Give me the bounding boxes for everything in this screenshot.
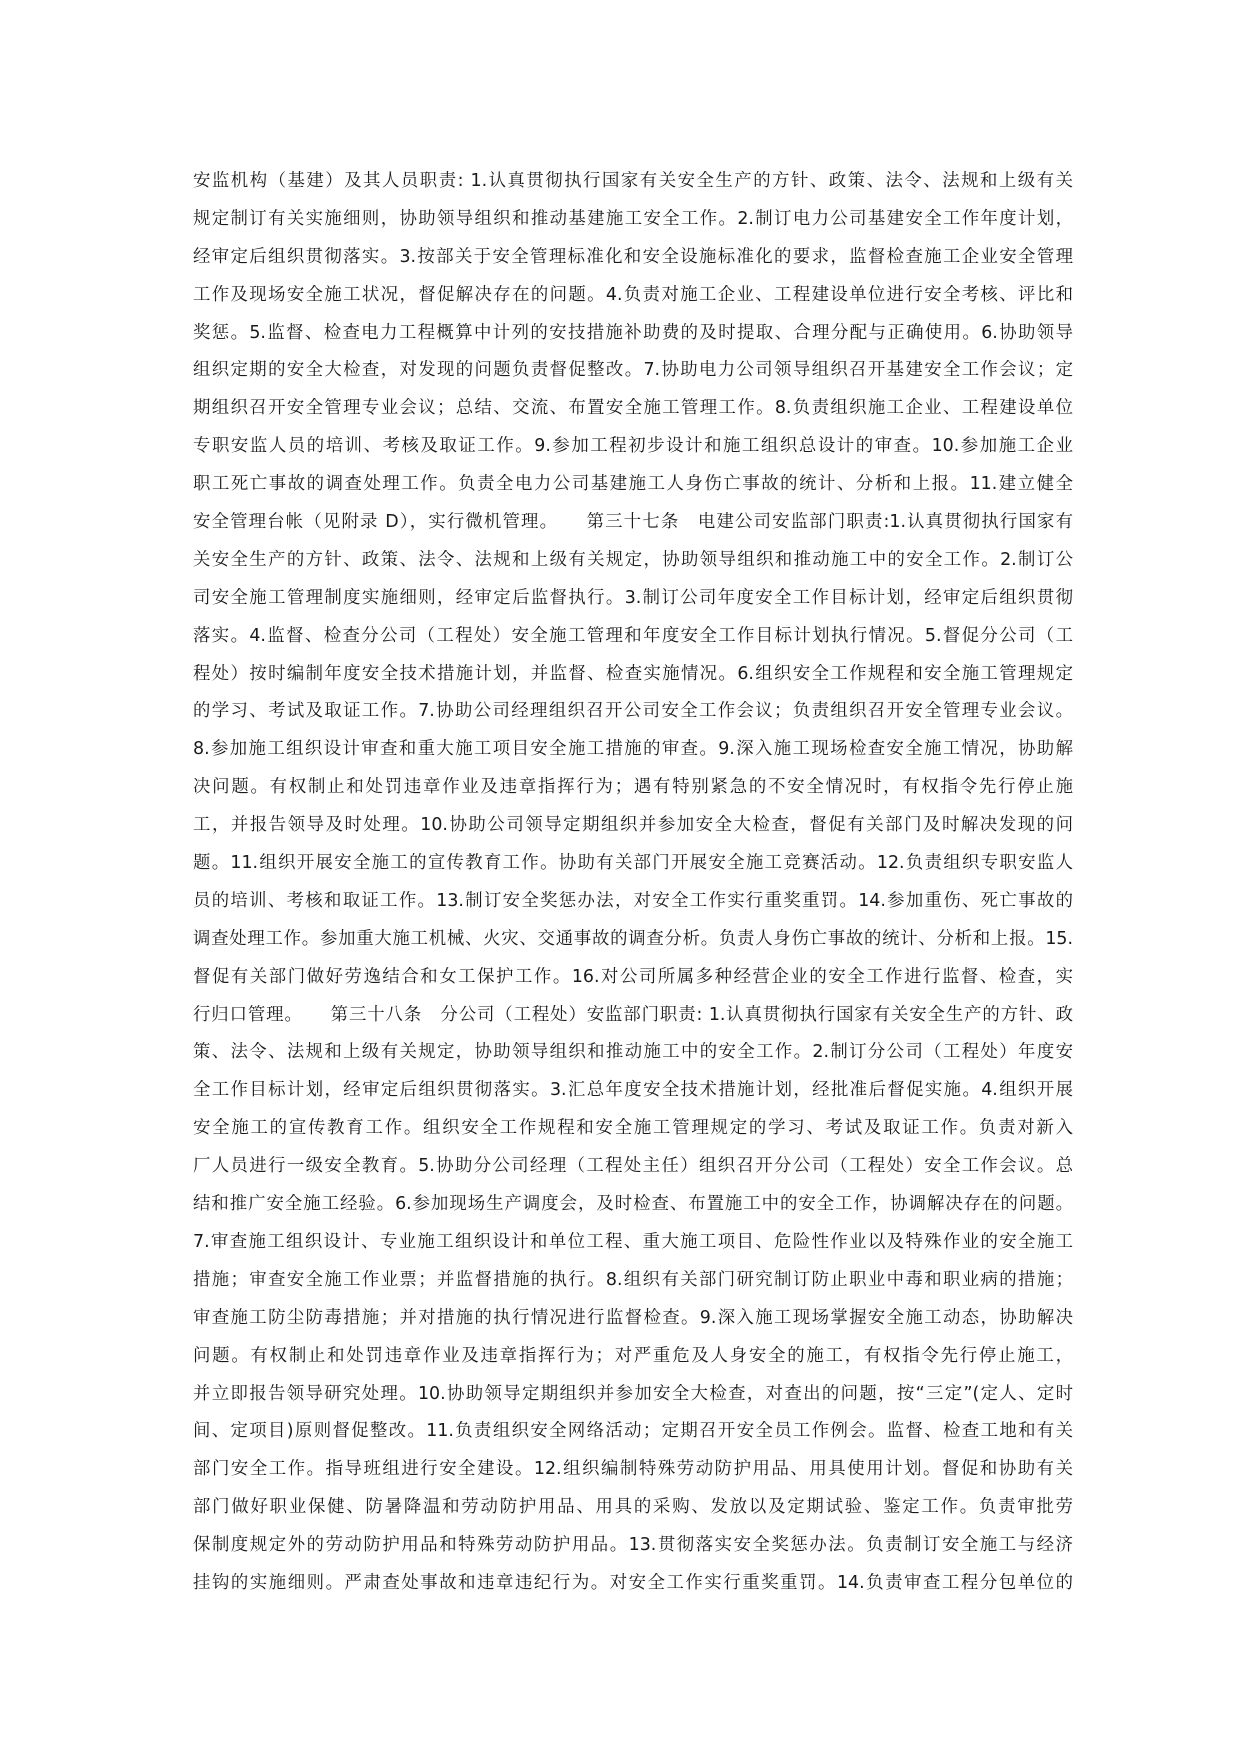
text-line: 职工死亡事故的调查处理工作。负责全电力公司基建施工人身伤亡事故的统计、分析和上报。11.建立健全: [193, 474, 1073, 495]
text-line: 程处）按时编制年度安全技术措施计划，并监督、检查实施情况。6.组织安全工作规程和安全施工管理规定: [193, 663, 1073, 684]
text-line: 策、法令、法规和上级有关规定，协助领导组织和推动施工中的安全工作。2.制订分公司（工程处）年度安: [193, 1042, 1073, 1063]
text-line: 组织定期的安全大检查，对发现的问题负责督促整改。7.协助电力公司领导组织召开基建安全工作会议；定: [193, 360, 1073, 381]
text-line: 保制度规定外的劳动防护用品和特殊劳动防护用品。13.贯彻落实安全奖惩办法。负责制订安全施工与经济: [193, 1535, 1073, 1556]
text-line: 安监机构（基建）及其人员职责: 1.认真贯彻执行国家有关安全生产的方针、政策、法令、法规和上级有关: [193, 171, 1073, 191]
text-line: 规定制订有关实施细则，协助领导组织和推动基建施工安全工作。2.制订电力公司基建安全工作年度计划，: [193, 208, 1073, 229]
text-line: 工作及现场安全施工状况，督促解决存在的问题。4.负责对施工企业、工程建设单位进行安全考核、评比和: [193, 284, 1073, 305]
text-line: 措施；审查安全施工作业票；并监督措施的执行。8.组织有关部门研究制订防止职业中毒和职业病的措施；: [193, 1269, 1073, 1290]
text-line: 安全施工的宣传教育工作。组织安全工作规程和安全施工管理规定的学习、考试及取证工作。负责对新入: [193, 1118, 1073, 1139]
text-line: 安全管理台帐（见附录 D），实行微机管理。 第三十七条 电建公司安监部门职责:1.认真贯彻执行国家有: [193, 512, 1073, 533]
text-line: 7.审查施工组织设计、专业施工组织设计和单位工程、重大施工项目、危险性作业以及特殊作业的安全施工: [193, 1231, 1073, 1252]
text-line: 督促有关部门做好劳逸结合和女工保护工作。16.对公司所属多种经营企业的安全工作进行监督、检查，实: [193, 966, 1073, 987]
text-line: 调查处理工作。参加重大施工机械、火灾、交通事故的调查分析。负责人身伤亡事故的统计、分析和上报。15.: [193, 928, 1073, 949]
text-line: 题。11.组织开展安全施工的宣传教育工作。协助有关部门开展安全施工竞赛活动。12.负责组织专职安监人: [193, 853, 1073, 874]
text-line: 结和推广安全施工经验。6.参加现场生产调度会，及时检查、布置施工中的安全工作，协调解决存在的问题。: [193, 1194, 1073, 1215]
text-line: 行归口管理。 第三十八条 分公司（工程处）安监部门职责: 1.认真贯彻执行国家有关安全生产的方针、政: [193, 1004, 1073, 1025]
text-line: 问题。有权制止和处罚违章作业及违章指挥行为；对严重危及人身安全的施工，有权指令先行停止施工，: [193, 1345, 1073, 1366]
text-line: 期组织召开安全管理专业会议；总结、交流、布置安全施工管理工作。8.负责组织施工企业、工程建设单位: [193, 398, 1073, 419]
text-line: 部门安全工作。指导班组进行安全建设。12.组织编制特殊劳动防护用品、用具使用计划。督促和协助有关: [193, 1459, 1073, 1480]
text-line: 员的培训、考核和取证工作。13.制订安全奖惩办法，对安全工作实行重奖重罚。14.参加重伤、死亡事故的: [193, 890, 1073, 911]
text-line: 并立即报告领导研究处理。10.协助领导定期组织并参加安全大检查，对查出的问题，按“三定”(定人、定时: [193, 1383, 1073, 1404]
text-line: 间、定项目)原则督促整改。11.负责组织安全网络活动；定期召开安全员工作例会。监督、检查工地和有关: [193, 1421, 1073, 1442]
text-line: 工，并报告领导及时处理。10.协助公司领导定期组织并参加安全大检查，督促有关部门及时解决发现的问: [193, 815, 1073, 836]
text-line: 专职安监人员的培训、考核及取证工作。9.参加工程初步设计和施工组织总设计的审查。10.参加施工企业: [193, 436, 1073, 457]
text-line: 审查施工防尘防毒措施；并对措施的执行情况进行监督检查。9.深入施工现场掌握安全施工动态，协助解决: [193, 1307, 1073, 1328]
text-line: 经审定后组织贯彻落实。3.按部关于安全管理标准化和安全设施标准化的要求，监督检查施工企业安全管理: [193, 246, 1073, 267]
text-line: 决问题。有权制止和处罚违章作业及违章指挥行为；遇有特别紧急的不安全情况时，有权指令先行停止施: [193, 777, 1073, 798]
text-line: 司安全施工管理制度实施细则，经审定后监督执行。3.制订公司年度安全工作目标计划，经审定后组织贯彻: [193, 587, 1073, 608]
text-line: 奖惩。5.监督、检查电力工程概算中计列的安技措施补助费的及时提取、合理分配与正确使用。6.协助领导: [193, 322, 1073, 343]
text-line: 的学习、考试及取证工作。7.协助公司经理组织召开公司安全工作会议；负责组织召开安全管理专业会议。: [193, 701, 1073, 722]
text-line: 厂人员进行一级安全教育。5.协助分公司经理（工程处主任）组织召开分公司（工程处）安全工作会议。总: [193, 1156, 1073, 1177]
text-line: 挂钩的实施细则。严肃查处事故和违章违纪行为。对安全工作实行重奖重罚。14.负责审查工程分包单位的: [193, 1572, 1073, 1593]
text-line: 落实。4.监督、检查分公司（工程处）安全施工管理和年度安全工作目标计划执行情况。5.督促分公司（工: [193, 625, 1073, 646]
text-line: 部门做好职业保健、防暑降温和劳动防护用品、用具的采购、发放以及定期试验、鉴定工作。负责审批劳: [193, 1497, 1073, 1518]
text-line: 8.参加施工组织设计审查和重大施工项目安全施工措施的审查。9.深入施工现场检查安全施工情况，协助解: [193, 739, 1073, 760]
text-line: 关安全生产的方针、政策、法令、法规和上级有关规定，协助领导组织和推动施工中的安全工作。2.制订公: [193, 549, 1073, 570]
text-line: 全工作目标计划，经审定后组织贯彻落实。3.汇总年度安全技术措施计划，经批准后督促实施。4.组织开展: [193, 1080, 1073, 1101]
body-text: [193, 163, 1073, 1603]
